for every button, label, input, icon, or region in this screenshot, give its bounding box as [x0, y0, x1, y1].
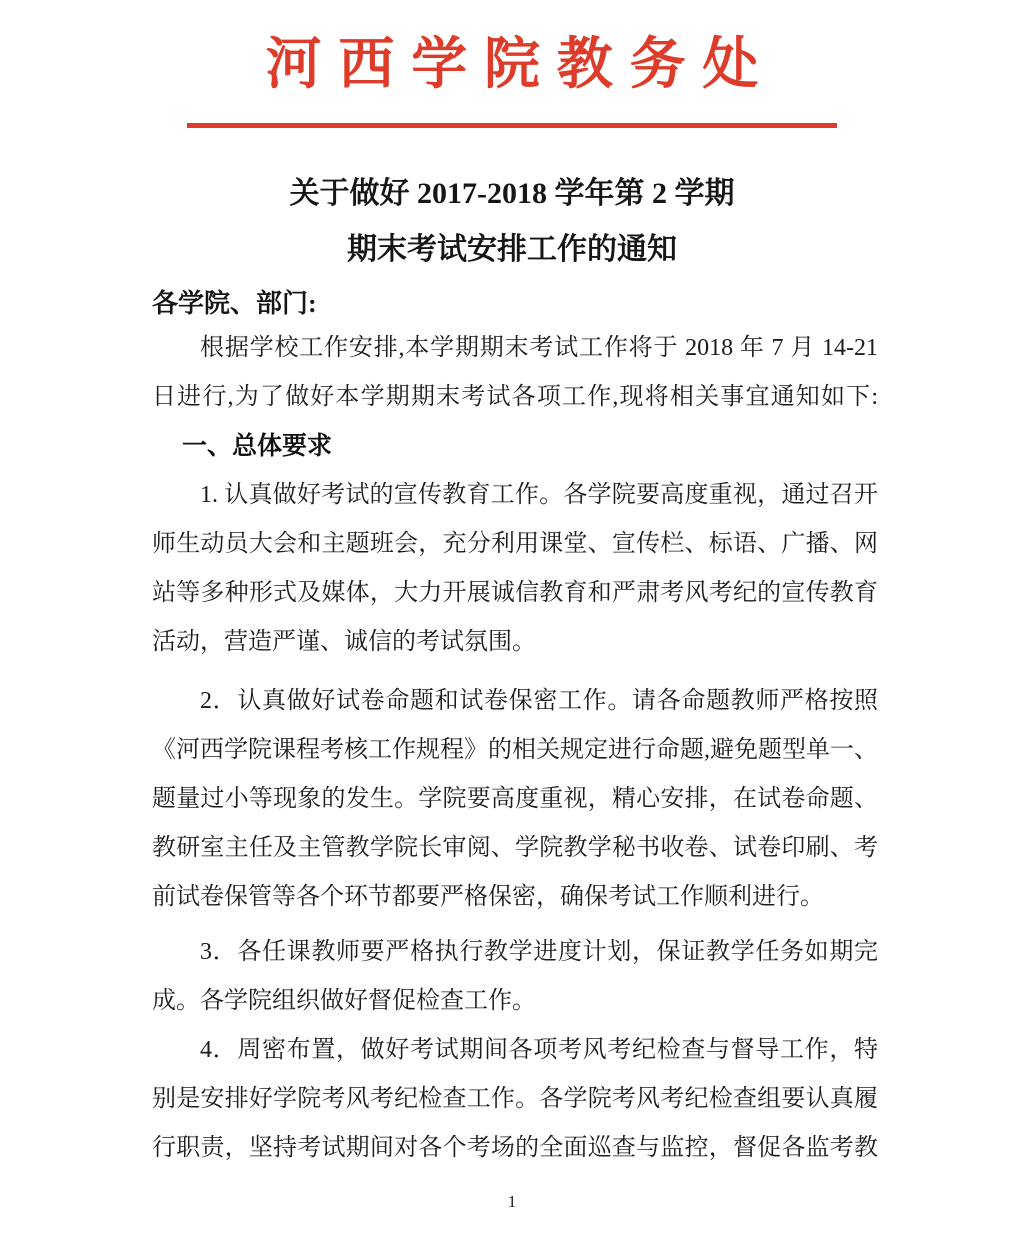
- body-line: 题量过小等现象的发生。学院要高度重视，精心安排，在试卷命题、: [152, 786, 878, 812]
- document-body: [152, 324, 878, 1173]
- doc-title-line2: 期末考试安排工作的通知: [347, 233, 677, 266]
- body-line: 站等多种形式及媒体，大力开展诚信教育和严肃考风考纪的宣传教育: [152, 580, 878, 606]
- paragraph-1: [152, 471, 878, 667]
- page-number: 1: [507, 1192, 517, 1211]
- header-divider-line: [187, 123, 837, 128]
- org-header-title: 河西学院教务处: [265, 34, 776, 96]
- body-line: 教研室主任及主管教学院长审阅、学院教学秘书收卷、试卷印刷、考: [152, 835, 878, 861]
- paragraph-4: [152, 1026, 878, 1173]
- doc-title-line1: 关于做好 2017-2018 学年第 2 学期: [289, 177, 735, 210]
- body-line: 根据学校工作安排,本学期期末考试工作将于 2018 年 7 月 14-21: [200, 335, 878, 361]
- body-line: 日进行,为了做好本学期期末考试各项工作,现将相关事宜通知如下:: [152, 384, 878, 410]
- body-line: 4．周密布置，做好考试期间各项考风考纪检查与督导工作，特: [200, 1037, 878, 1063]
- body-line: 《河西学院课程考核工作规程》的相关规定进行命题,避免题型单一、: [152, 737, 878, 763]
- body-line: 前试卷保管等各个环节都要严格保密，确保考试工作顺利进行。: [152, 884, 824, 910]
- doc-title: [0, 166, 1024, 278]
- body-line: 3．各任课教师要严格执行教学进度计划，保证教学任务如期完: [200, 939, 878, 965]
- body-line: 2．认真做好试卷命题和试卷保密工作。请各命题教师严格按照: [200, 688, 878, 714]
- paragraph-3: [152, 928, 878, 1026]
- salutation: 各学院、部门:: [152, 289, 317, 318]
- intro-paragraph: [152, 324, 878, 422]
- paragraph-2: [152, 677, 878, 922]
- section1-heading: 一、总体要求: [182, 433, 333, 460]
- body-line: 师生动员大会和主题班会，充分利用课堂、宣传栏、标语、广播、网: [152, 531, 878, 557]
- body-line: 别是安排好学院考风考纪检查工作。各学院考风考纪检查组要认真履: [152, 1086, 878, 1112]
- body-line: 成。各学院组织做好督促检查工作。: [152, 988, 536, 1014]
- body-line: 活动，营造严谨、诚信的考试氛围。: [152, 629, 536, 655]
- body-line: 1. 认真做好考试的宣传教育工作。各学院要高度重视，通过召开: [200, 482, 878, 508]
- body-line: 行职责，坚持考试期间对各个考场的全面巡查与监控，督促各监考教: [152, 1135, 878, 1161]
